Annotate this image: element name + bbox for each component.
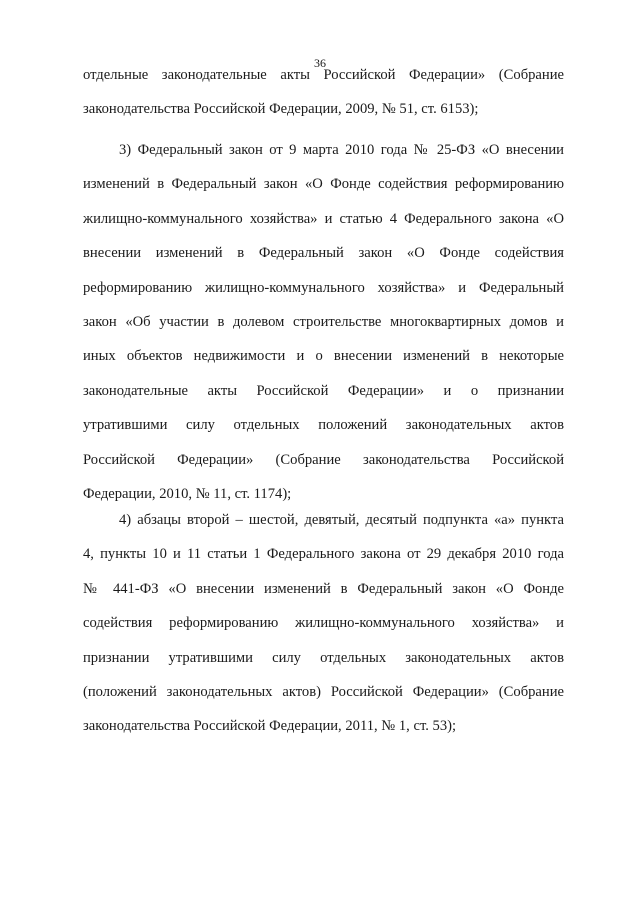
paragraph-item-3: [83, 133, 564, 511]
text-line: (положений законодательных актов) Российской Федерации» (Собрание: [83, 683, 564, 700]
text-line: реформированию жилищно-коммунального хозяйства» и Федеральный: [83, 279, 564, 296]
text-line: утратившими силу отдельных положений законодательных актов: [83, 417, 564, 434]
text-line: иных объектов недвижимости и о внесении изменений в некоторые: [83, 348, 564, 365]
text-line: 4, пункты 10 и 11 статьи 1 Федерального закона от 29 декабря 2010 года: [83, 546, 564, 563]
text-line: отдельные законодательные акты Российской Федерации» (Собрание: [83, 67, 564, 83]
text-line: 4) абзацы второй – шестой, девятый, десятый подпункта «а» пункта: [119, 512, 564, 528]
text-line: признании утратившими силу отдельных законодательных актов: [83, 649, 564, 666]
text-line: закон «Об участии в долевом строительстве многоквартирных домов и: [83, 313, 564, 330]
page-number: 36: [314, 56, 326, 70]
paragraph-1: [83, 58, 564, 127]
text-line: Федерации, 2010, № 11, ст. 1174);: [83, 485, 292, 502]
text-line: Российской Федерации» (Собрание законодательства Российской: [83, 451, 564, 468]
text-line: законодательства Российской Федерации, 2011, № 1, ст. 53);: [83, 718, 457, 735]
paragraph-item-4: [83, 503, 564, 744]
text-line: внесении изменений в Федеральный закон «О Фонде содействия: [83, 245, 564, 262]
text-line: законодательства Российской Федерации, 2009, № 51, ст. 6153);: [83, 101, 479, 118]
text-line: 3) Федеральный закон от 9 марта 2010 года № 25-ФЗ «О внесении: [119, 142, 564, 158]
text-line: № 441-ФЗ «О внесении изменений в Федеральный закон «О Фонде: [83, 580, 564, 597]
text-line: содействия реформированию жилищно-коммунального хозяйства» и: [83, 615, 564, 632]
text-line: законодательные акты Российской Федерации» и о признании: [83, 382, 564, 399]
text-line: жилищно-коммунального хозяйства» и статью 4 Федерального закона «О: [83, 210, 564, 227]
text-line: изменений в Федеральный закон «О Фонде содействия реформированию: [83, 176, 564, 193]
